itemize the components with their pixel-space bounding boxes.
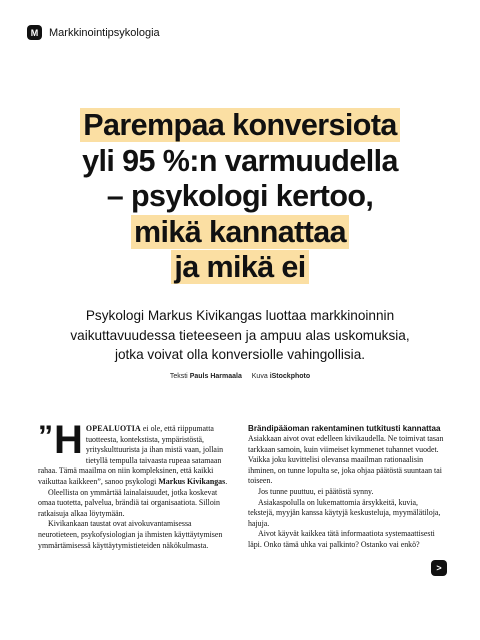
drop-cap: H: [54, 418, 83, 462]
paragraph-text: ei ole, että riippumatta tuotteesta, kontekstista, ympäristöstä, yrityskulttuurista ja ihan mistä vaan, jollain tietyllä tempulla taivaasta rupeaa satamaan rahaa. Tämä maailma on niin kompleksinen, että kaikki vaikuttaa kaikkeen”, sanoo psykologi: [38, 424, 224, 486]
title-highlight: ja mikä ei: [171, 250, 308, 284]
article-title: [0, 108, 480, 286]
section-label: Markkinointipsykologia: [49, 26, 160, 39]
title-line: [0, 108, 480, 144]
body-paragraph: Jos tunne puuttuu, ei päätöstä synny.: [258, 486, 374, 496]
body-paragraph: Aivot käyvät kaikkea tätä informaatiota systemaattisesti läpi. Onko tämä uhka vai palkinto? Ostanko vai enkö?: [248, 529, 435, 549]
title-highlight: Parempaa konversiota: [80, 108, 400, 142]
body-column-right: [248, 424, 444, 551]
person-name: Markus Kivikangas: [158, 476, 226, 486]
credit-text-author: Pauls Harmaala: [189, 373, 242, 380]
body-paragraph: Kivikankaan taustat ovat aivokuvantamisessa neurotieteen, psykofysiologian ja ihmisten käyttäytymisen ymmärtämisessä käyttäytymistieteiden näkökulmasta.: [38, 519, 223, 550]
title-highlight: mikä kannattaa: [131, 215, 349, 249]
title-line: yli 95 %:n varmuudella: [82, 143, 398, 178]
body-column-left: [38, 418, 232, 551]
article-credits: [0, 373, 480, 380]
subheading: Brändipääoman rakentaminen tutkitusti kannattaa: [248, 424, 441, 433]
quote-mark: ”: [38, 420, 53, 453]
opening-caps: OPEALUOTIA: [85, 424, 141, 433]
body-paragraph: Asiakkaan aivot ovat edelleen kivikaudella. Ne toimivat tasan tarkkaan samoin, kuin viimeiset kymmenet tuhannet vuodet. Vaikka joku kuvittelisi olevansa maailman rationaalisin ihminen, on tunne lopulta se, joka ohjaa päätöstä suuntaan tai toiseen.: [248, 434, 444, 486]
drop-cap-block: [38, 418, 83, 462]
next-page-button[interactable]: [431, 560, 447, 576]
title-line: [0, 215, 480, 251]
credit-image-source: iStockphoto: [269, 373, 311, 380]
body-paragraph: Oleellista on ymmärtää lainalaisuudet, jotka koskevat omaa tuotetta, palvelua, brändiä tai organisaatiota. Silloin ratkaisuja alkaa löytymään.: [38, 487, 220, 518]
title-line: [0, 250, 480, 286]
credit-text-label: Teksti: [169, 373, 188, 380]
header: [27, 25, 160, 40]
body-paragraph: Asiakaspolulla on lukemattomia ärsykkeitä, kuvia, tekstejä, myyjän kanssa käytyjä keskusteluja, myymälätiloja, hajuja.: [248, 497, 441, 528]
magazine-logo: M: [27, 25, 42, 40]
paragraph-end: .: [225, 476, 228, 486]
credit-image-label: Kuva: [251, 373, 268, 380]
title-line: – psykologi kertoo,: [106, 179, 374, 213]
chevron-right-icon: >: [436, 563, 442, 573]
article-lead: Psykologi Markus Kivikangas luottaa markkinoinnin vaikuttavuudessa tieteeseen ja ampuu alas uskomuksia, jotka voivat olla konversiolle vahingollisia.: [70, 308, 410, 362]
